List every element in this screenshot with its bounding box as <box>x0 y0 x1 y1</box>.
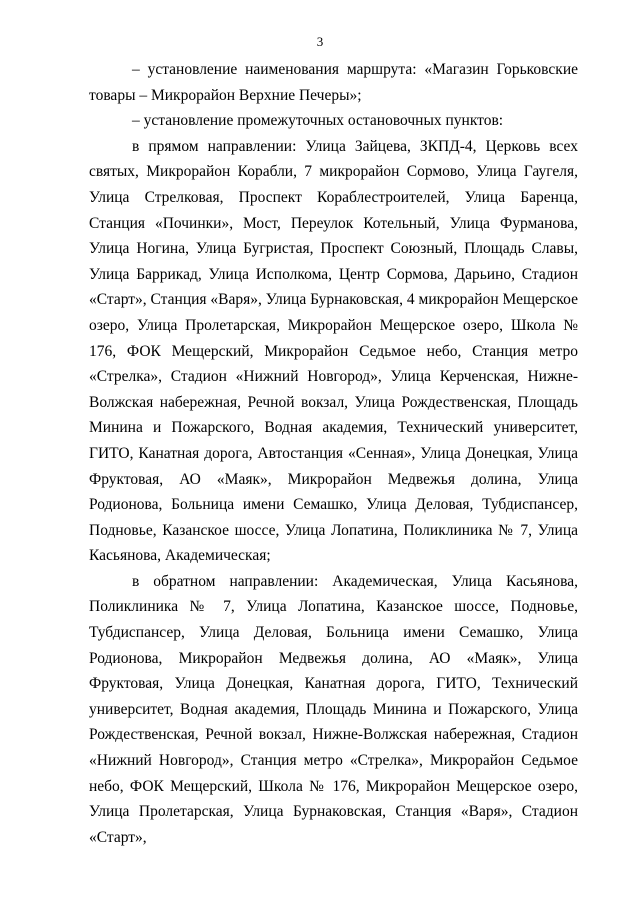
paragraph-route-name: – установление наименования маршрута: «Магазин Горьковские товары – Микрорайон Верхние Печеры»; <box>89 61 578 104</box>
paragraph-stops-heading: – установление промежуточных остановочных пунктов: <box>132 112 504 130</box>
paragraph-reverse-direction: в обратном направлении: Академическая, Улица Касьянова, Поликлиника № 7, Улица Лопатина, Казанское шоссе, Подновье, Тубдиспансер, Улица Деловая, Больница имени Семашко, Улица Родионова, Микрорайон Медвежья долина, АО «Маяк», Улица Фруктовая, Улица Донецкая, Канатная дорога, ГИТО, Технический университет, Водная академия, Площадь Минина и Пожарского, Улица Рождественская, Речной вокзал, Нижне-Волжская набережная, Стадион «Нижний Новгород», Станция метро «Стрелка», Микрорайон Седьмое небо, ФОК Мещерский, Школа № 176, Микрорайон Мещерское озеро, Улица Пролетарская, Улица Бурнаковская, Станция «Варя», Стадион «Старт», <box>89 572 578 846</box>
page-number: 3 <box>316 34 324 49</box>
paragraph-forward-direction: в прямом направлении: Улица Зайцева, ЗКПД-4, Церковь всех святых, Микрорайон Корабли, 7 микрорайон Сормово, Улица Гаугеля, Улица Стрелковая, Проспект Кораблестроителей, Улица Баренца, Станция «Починки», Мост, Переулок Котельный, Улица Фурманова, Улица Ногина, Улица Бугристая, Проспект Союзный, Площадь Славы, Улица Баррикад, Улица Исполкома, Центр Сормова, Дарьино, Стадион «Старт», Станция «Варя», Улица Бурнаковская, 4 микрорайон Мещерское озеро, Улица Пролетарская, Микрорайон Мещерское озеро, Школа № 176, ФОК Мещерский, Микрорайон Седьмое небо, Станция метро «Стрелка», Стадион «Нижний Новгород», Улица Керченская, Нижне-Волжская набережная, Речной вокзал, Улица Рождественская, Площадь Минина и Пожарского, Водная академия, Технический университет, ГИТО, Канатная дорога, Автостанция «Сенная», Улица Донецкая, Улица Фруктовая, АО «Маяк», Микрорайон Медвежья долина, Улица Родионова, Больница имени Семашко, Улица Деловая, Тубдиспансер, Подновье, Казанское шоссе, Улица Лопатина, Поликлиника № 7, Улица Касьянова, Академическая; <box>89 137 578 565</box>
document-body <box>89 57 578 850</box>
